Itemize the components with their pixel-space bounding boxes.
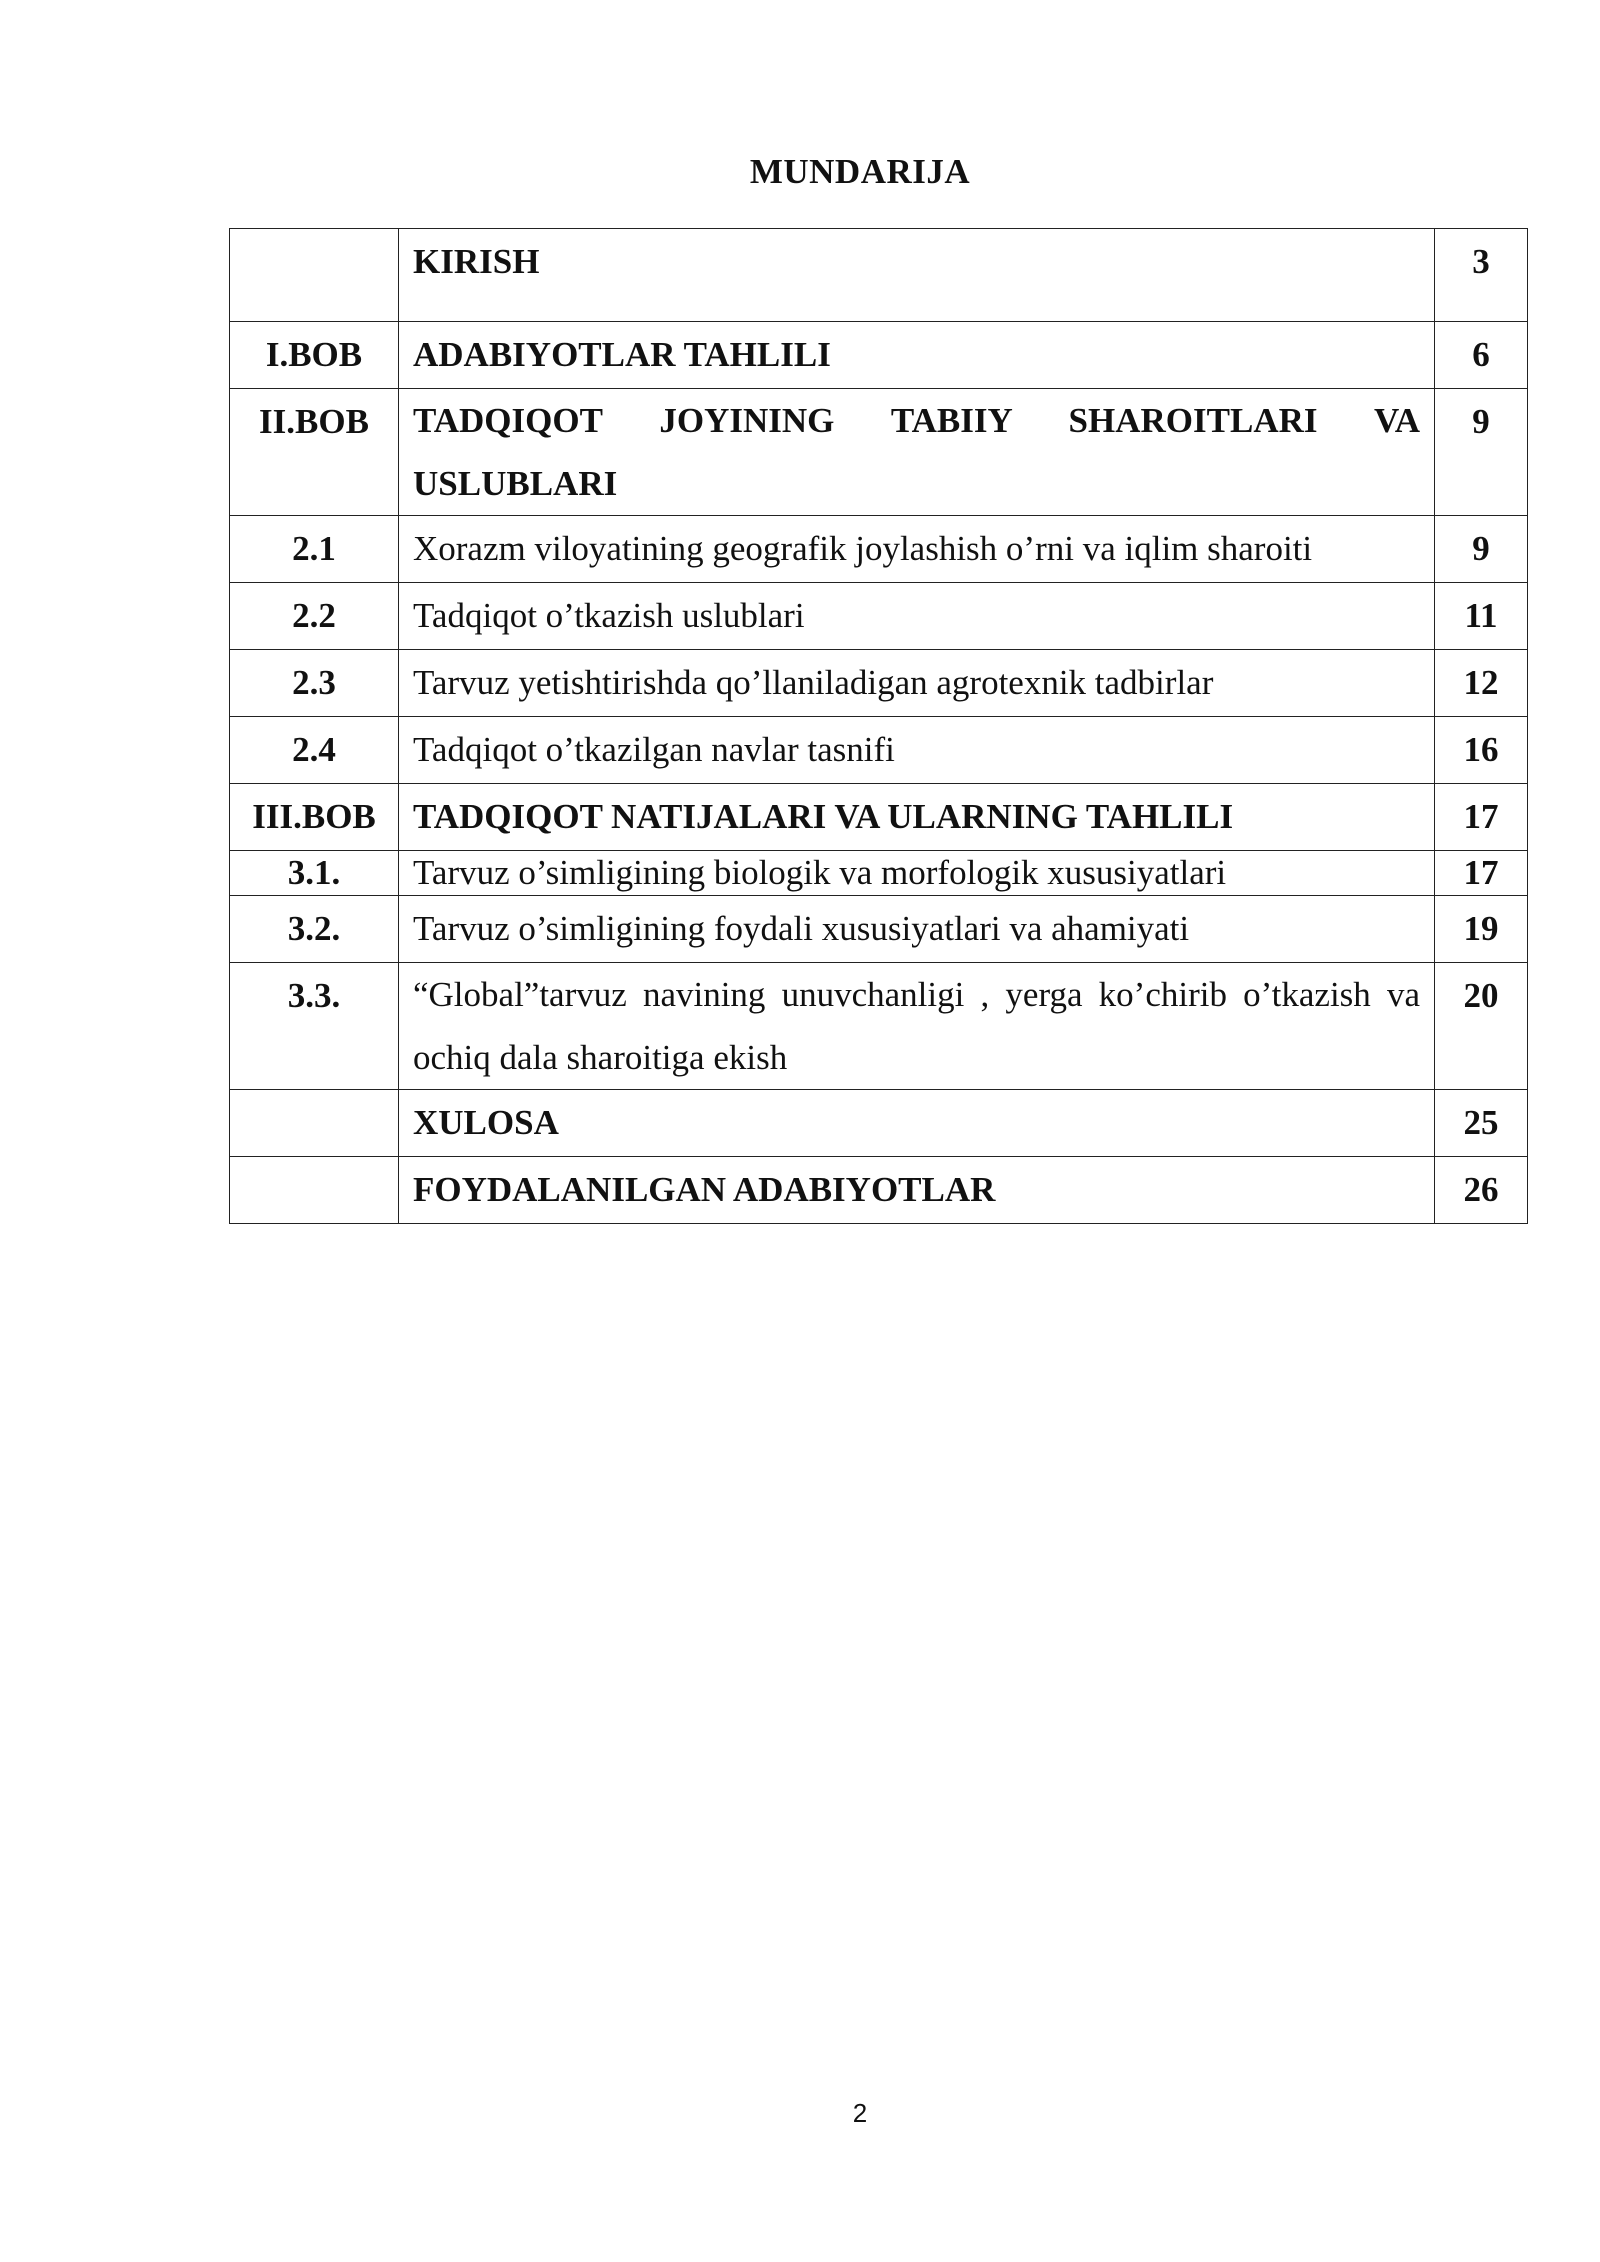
toc-row-title: Tadqiqot o’tkazish uslublari	[399, 583, 1435, 650]
toc-row-page: 17	[1435, 784, 1528, 851]
toc-row-section-3-3	[230, 963, 1528, 1090]
toc-row-number: 2.3	[230, 650, 399, 717]
toc-row-page: 6	[1435, 322, 1528, 389]
toc-row-page: 12	[1435, 650, 1528, 717]
toc-row-number: I.BOB	[230, 322, 399, 389]
toc-row-number	[230, 229, 399, 322]
toc-row-number: 3.3.	[230, 963, 399, 1090]
toc-row-title: Tadqiqot o’tkazilgan navlar tasnifi	[399, 717, 1435, 784]
toc-row-page: 11	[1435, 583, 1528, 650]
toc-row-section-2-3	[230, 650, 1528, 717]
toc-row-title: TADQIQOT JOYINING TABIIY SHAROITLARI VA USLUBLARI	[399, 389, 1435, 516]
toc-row-references	[230, 1157, 1528, 1224]
toc-row-title: FOYDALANILGAN ADABIYOTLAR	[399, 1157, 1435, 1224]
toc-row-number: 2.1	[230, 516, 399, 583]
toc-row-page: 16	[1435, 717, 1528, 784]
toc-row-number	[230, 1157, 399, 1224]
toc-row-section-2-2	[230, 583, 1528, 650]
toc-row-chapter-3	[230, 784, 1528, 851]
toc-row-title: TADQIQOT NATIJALARI VA ULARNING TAHLILI	[399, 784, 1435, 851]
toc-row-title: “Global”tarvuz navining unuvchanligi , yerga ko’chirib o’tkazish va ochiq dala sharoitiga ekish	[399, 963, 1435, 1090]
toc-row-title: Tarvuz yetishtirishda qo’llaniladigan agrotexnik tadbirlar	[399, 650, 1435, 717]
toc-row-page: 26	[1435, 1157, 1528, 1224]
toc-row-title: KIRISH	[399, 229, 1435, 322]
toc-row-page: 17	[1435, 851, 1528, 896]
toc-row-page: 3	[1435, 229, 1528, 322]
toc-row-page: 9	[1435, 516, 1528, 583]
toc-row-section-2-4	[230, 717, 1528, 784]
toc-row-number: 2.4	[230, 717, 399, 784]
toc-row-xulosa	[230, 1090, 1528, 1157]
toc-row-page: 20	[1435, 963, 1528, 1090]
toc-row-section-3-2	[230, 896, 1528, 963]
toc-row-number	[230, 1090, 399, 1157]
toc-row-title: ADABIYOTLAR TAHLILI	[399, 322, 1435, 389]
table-of-contents	[229, 228, 1528, 1224]
toc-row-number: II.BOB	[230, 389, 399, 516]
toc-row-title: XULOSA	[399, 1090, 1435, 1157]
toc-row-page: 25	[1435, 1090, 1528, 1157]
toc-row-page: 9	[1435, 389, 1528, 516]
toc-row-number: III.BOB	[230, 784, 399, 851]
page-title: MUNDARIJA	[749, 152, 971, 191]
toc-row-title: Xorazm viloyatining geografik joylashish o’rni va iqlim sharoiti	[399, 516, 1435, 583]
toc-row-section-3-1	[230, 851, 1528, 896]
toc-row-number: 3.2.	[230, 896, 399, 963]
page-number: 2	[852, 2098, 868, 2128]
toc-row-section-2-1	[230, 516, 1528, 583]
toc-row-number: 3.1.	[230, 851, 399, 896]
toc-row-kirish	[230, 229, 1528, 322]
toc-row-title: Tarvuz o’simligining biologik va morfologik xususiyatlari	[399, 851, 1435, 896]
toc-row-chapter-2	[230, 389, 1528, 516]
toc-row-chapter-1	[230, 322, 1528, 389]
toc-row-number: 2.2	[230, 583, 399, 650]
toc-row-title: Tarvuz o’simligining foydali xususiyatlari va ahamiyati	[399, 896, 1435, 963]
toc-row-page: 19	[1435, 896, 1528, 963]
